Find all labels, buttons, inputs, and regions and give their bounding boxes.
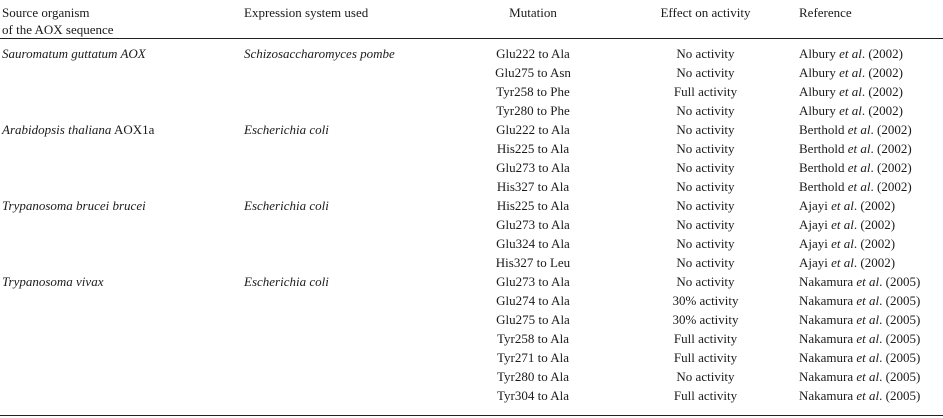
header-reference: Reference <box>799 5 852 20</box>
cell-mutation: Glu275 to Asn <box>495 65 571 80</box>
reference-author: Albury <box>799 65 836 80</box>
table-row <box>0 367 943 386</box>
table-row <box>0 272 943 291</box>
table-row <box>0 348 943 367</box>
cell-mutation: Glu222 to Ala <box>496 122 570 137</box>
cell-reference <box>797 310 943 329</box>
header-organism-line1: Source organism <box>2 5 90 20</box>
reference-author: Berthold <box>799 179 845 194</box>
reference-author: Ajayi <box>799 236 828 251</box>
cell-mutation: Glu273 to Ala <box>496 160 570 175</box>
organism-suffix: AOX1a <box>111 122 155 137</box>
cell-expression-system: Escherichia coli <box>244 198 329 213</box>
cell-mutation: His327 to Ala <box>496 179 570 194</box>
cell-effect: Full activity <box>673 84 738 99</box>
reference-etal: et al <box>831 255 854 270</box>
table-row <box>0 291 943 310</box>
organism-name: Trypanosoma vivax <box>2 274 104 289</box>
reference-author: Albury <box>799 103 836 118</box>
cell-reference <box>797 386 943 405</box>
cell-effect: No activity <box>676 274 735 289</box>
cell-effect: No activity <box>676 141 735 156</box>
organism-name: Trypanosoma brucei brucei <box>2 198 146 213</box>
table-row <box>0 101 943 120</box>
cell-reference <box>797 291 943 310</box>
cell-organism <box>0 120 242 139</box>
reference-author: Nakamura <box>799 350 854 365</box>
reference-year: . (2002) <box>870 160 912 175</box>
reference-year: . (2002) <box>853 236 896 251</box>
reference-author: Berthold <box>799 160 845 175</box>
reference-etal: et al <box>839 46 862 61</box>
cell-reference <box>797 101 943 120</box>
reference-year: . (2002) <box>853 217 896 232</box>
reference-year: . (2002) <box>861 103 904 118</box>
table-row <box>0 63 943 82</box>
table-row <box>0 234 943 253</box>
reference-year: . (2002) <box>870 141 912 156</box>
cell-expression-system <box>242 348 452 367</box>
header-organism-line2: of the AOX sequence <box>2 22 114 37</box>
cell-effect: No activity <box>676 160 735 175</box>
cell-expression-system <box>242 158 452 177</box>
cell-mutation: Glu273 to Ala <box>496 217 570 232</box>
cell-mutation: Tyr258 to Phe <box>496 84 570 99</box>
table-row <box>0 120 943 139</box>
cell-mutation: Glu273 to Ala <box>496 274 570 289</box>
cell-expression-system <box>242 215 452 234</box>
cell-expression-system <box>242 291 452 310</box>
cell-organism <box>0 386 242 405</box>
reference-author: Ajayi <box>799 255 828 270</box>
cell-organism <box>0 272 242 291</box>
reference-etal: et al <box>847 141 871 156</box>
cell-effect: Full activity <box>673 388 738 403</box>
reference-author: Albury <box>799 46 836 61</box>
cell-organism <box>0 348 242 367</box>
cell-effect: No activity <box>676 236 735 251</box>
cell-effect: No activity <box>676 46 735 61</box>
reference-etal: et al <box>839 65 862 80</box>
cell-organism <box>0 196 242 215</box>
cell-mutation: Glu274 to Ala <box>496 293 570 308</box>
reference-author: Berthold <box>799 141 845 156</box>
reference-etal: et al <box>856 388 880 403</box>
cell-reference <box>797 329 943 348</box>
reference-etal: et al <box>856 293 880 308</box>
reference-etal: et al <box>856 369 880 384</box>
organism-name: Sauromatum guttatum AOX <box>2 46 146 61</box>
reference-etal: et al <box>839 84 862 99</box>
table-row <box>0 177 943 196</box>
reference-year: . (2005) <box>879 331 921 346</box>
table-row <box>0 329 943 348</box>
cell-mutation: Tyr304 to Ala <box>496 388 570 403</box>
table-header <box>0 0 943 39</box>
reference-etal: et al <box>856 312 880 327</box>
table-row <box>0 253 943 272</box>
reference-year: . (2002) <box>861 46 904 61</box>
cell-effect: 30% activity <box>672 293 739 308</box>
cell-expression-system: Schizosaccharomyces pombe <box>244 46 395 61</box>
cell-mutation: Glu324 to Ala <box>496 236 570 251</box>
table-row <box>0 310 943 329</box>
reference-year: . (2005) <box>879 312 921 327</box>
cell-organism <box>0 82 242 101</box>
cell-effect: No activity <box>676 198 735 213</box>
cell-effect: No activity <box>676 369 735 384</box>
cell-effect: No activity <box>676 122 735 137</box>
cell-reference <box>797 196 943 215</box>
reference-author: Nakamura <box>799 312 854 327</box>
reference-etal: et al <box>847 179 871 194</box>
reference-author: Ajayi <box>799 198 828 213</box>
cell-mutation: His225 to Ala <box>496 141 570 156</box>
cell-organism <box>0 215 242 234</box>
table-row <box>0 82 943 101</box>
cell-effect: No activity <box>676 179 735 194</box>
cell-expression-system <box>242 367 452 386</box>
reference-etal: et al <box>831 217 854 232</box>
reference-etal: et al <box>831 236 854 251</box>
cell-reference <box>797 139 943 158</box>
header-organism <box>0 0 242 39</box>
reference-author: Ajayi <box>799 217 828 232</box>
table-row <box>0 196 943 215</box>
reference-etal: et al <box>847 122 871 137</box>
cell-reference <box>797 82 943 101</box>
reference-author: Nakamura <box>799 293 854 308</box>
cell-reference <box>797 234 943 253</box>
cell-expression-system <box>242 386 452 405</box>
reference-year: . (2005) <box>879 274 921 289</box>
reference-etal: et al <box>839 103 862 118</box>
reference-year: . (2005) <box>879 350 921 365</box>
cell-mutation: His327 to Leu <box>495 255 571 270</box>
cell-organism <box>0 39 242 64</box>
table-row <box>0 39 943 64</box>
reference-author: Nakamura <box>799 331 854 346</box>
table-row <box>0 158 943 177</box>
cell-effect: No activity <box>676 103 735 118</box>
header-row <box>0 0 943 39</box>
reference-etal: et al <box>856 331 880 346</box>
organism-name: Arabidopsis thaliana <box>2 122 112 137</box>
cell-organism <box>0 158 242 177</box>
cell-mutation: Glu275 to Ala <box>496 312 570 327</box>
cell-organism <box>0 291 242 310</box>
reference-etal: et al <box>831 198 854 213</box>
cell-expression-system <box>242 234 452 253</box>
cell-mutation: Tyr280 to Phe <box>496 103 570 118</box>
reference-year: . (2005) <box>879 293 921 308</box>
reference-year: . (2002) <box>870 122 912 137</box>
cell-expression-system <box>242 329 452 348</box>
bottom-rule <box>0 415 943 416</box>
reference-author: Nakamura <box>799 369 854 384</box>
reference-etal: et al <box>847 160 871 175</box>
reference-author: Nakamura <box>799 388 854 403</box>
cell-effect: Full activity <box>673 331 738 346</box>
cell-organism <box>0 63 242 82</box>
cell-expression-system <box>242 139 452 158</box>
cell-expression-system <box>242 177 452 196</box>
cell-expression-system <box>242 63 452 82</box>
cell-expression-system: Escherichia coli <box>244 274 329 289</box>
cell-mutation: Glu222 to Ala <box>496 46 570 61</box>
cell-expression-system: Escherichia coli <box>244 122 329 137</box>
cell-reference <box>797 272 943 291</box>
reference-author: Albury <box>799 84 836 99</box>
cell-expression-system <box>242 101 452 120</box>
reference-year: . (2002) <box>853 198 896 213</box>
reference-year: . (2002) <box>853 255 896 270</box>
cell-reference <box>797 253 943 272</box>
cell-expression-system <box>242 253 452 272</box>
reference-year: . (2002) <box>861 65 904 80</box>
reference-year: . (2002) <box>861 84 904 99</box>
table-row <box>0 386 943 405</box>
cell-reference <box>797 158 943 177</box>
reference-etal: et al <box>856 274 880 289</box>
header-effect: Effect on activity <box>660 5 751 20</box>
cell-reference <box>797 39 943 64</box>
cell-reference <box>797 177 943 196</box>
reference-year: . (2005) <box>879 388 921 403</box>
cell-expression-system <box>242 310 452 329</box>
table-row <box>0 139 943 158</box>
cell-organism <box>0 234 242 253</box>
reference-year: . (2005) <box>879 369 921 384</box>
cell-reference <box>797 348 943 367</box>
reference-author: Berthold <box>799 122 845 137</box>
cell-expression-system <box>242 82 452 101</box>
cell-mutation: Tyr280 to Ala <box>496 369 570 384</box>
cell-effect: No activity <box>676 217 735 232</box>
cell-reference <box>797 367 943 386</box>
cell-organism <box>0 177 242 196</box>
cell-effect: No activity <box>676 65 735 80</box>
cell-organism <box>0 139 242 158</box>
cell-effect: 30% activity <box>672 312 739 327</box>
table-row <box>0 215 943 234</box>
header-system: Expression system used <box>244 5 369 20</box>
header-mutation: Mutation <box>509 5 557 20</box>
cell-effect: Full activity <box>673 350 738 365</box>
reference-etal: et al <box>856 350 880 365</box>
reference-author: Nakamura <box>799 274 854 289</box>
cell-reference <box>797 215 943 234</box>
cell-effect: No activity <box>676 255 735 270</box>
cell-mutation: His225 to Ala <box>496 198 570 213</box>
cell-mutation: Tyr258 to Ala <box>496 331 570 346</box>
cell-reference <box>797 120 943 139</box>
cell-organism <box>0 253 242 272</box>
reference-year: . (2002) <box>870 179 912 194</box>
cell-reference <box>797 63 943 82</box>
cell-organism <box>0 101 242 120</box>
cell-organism <box>0 310 242 329</box>
table-body <box>0 39 943 406</box>
cell-organism <box>0 367 242 386</box>
cell-organism <box>0 329 242 348</box>
cell-mutation: Tyr271 to Ala <box>496 350 570 365</box>
